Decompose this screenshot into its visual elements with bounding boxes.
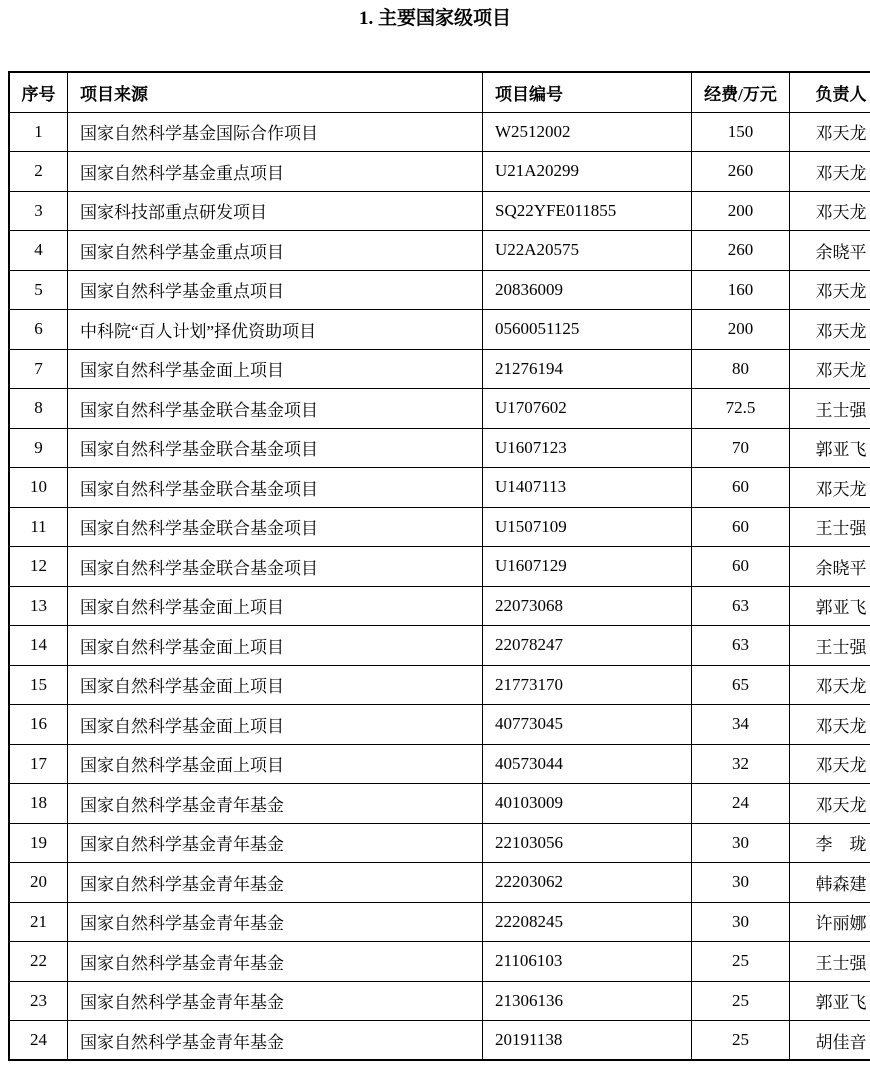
- cell-index: 13: [9, 586, 68, 626]
- cell-code: 22103056: [483, 823, 692, 863]
- cell-source: 国家自然科学基金面上项目: [68, 349, 483, 389]
- cell-source: 国家自然科学基金面上项目: [68, 586, 483, 626]
- table-row: [9, 270, 870, 310]
- cell-source: 国家自然科学基金青年基金: [68, 1021, 483, 1061]
- column-header-code: 项目编号: [483, 72, 692, 112]
- cell-funding: 150: [692, 112, 790, 152]
- cell-index: 2: [9, 152, 68, 192]
- cell-leader: 许丽娜: [790, 902, 870, 942]
- table-row: [9, 191, 870, 231]
- cell-funding: 25: [692, 942, 790, 982]
- cell-index: 23: [9, 981, 68, 1021]
- cell-source: 国家自然科学基金联合基金项目: [68, 428, 483, 468]
- column-header-index: 序号: [9, 72, 68, 112]
- cell-code: 40103009: [483, 784, 692, 824]
- cell-index: 5: [9, 270, 68, 310]
- cell-funding: 60: [692, 547, 790, 587]
- table-row: [9, 902, 870, 942]
- cell-index: 1: [9, 112, 68, 152]
- table-row: [9, 942, 870, 982]
- cell-code: 22073068: [483, 586, 692, 626]
- table-row: [9, 705, 870, 745]
- cell-source: 国家自然科学基金青年基金: [68, 981, 483, 1021]
- cell-leader: 邓天龙: [790, 152, 870, 192]
- cell-leader: 王士强: [790, 942, 870, 982]
- cell-code: 21276194: [483, 349, 692, 389]
- cell-funding: 72.5: [692, 389, 790, 429]
- cell-source: 中科院“百人计划”择优资助项目: [68, 310, 483, 350]
- table-row: [9, 112, 870, 152]
- cell-code: 21306136: [483, 981, 692, 1021]
- table-row: [9, 468, 870, 508]
- cell-funding: 260: [692, 231, 790, 271]
- cell-index: 4: [9, 231, 68, 271]
- table-row: [9, 152, 870, 192]
- cell-funding: 32: [692, 744, 790, 784]
- column-header-leader: 负责人: [790, 72, 870, 112]
- cell-index: 7: [9, 349, 68, 389]
- cell-index: 3: [9, 191, 68, 231]
- cell-funding: 63: [692, 626, 790, 666]
- cell-index: 21: [9, 902, 68, 942]
- cell-code: U1607123: [483, 428, 692, 468]
- cell-code: U1707602: [483, 389, 692, 429]
- cell-index: 24: [9, 1021, 68, 1061]
- table-body: [9, 112, 870, 1060]
- cell-code: 22208245: [483, 902, 692, 942]
- cell-source: 国家自然科学基金青年基金: [68, 863, 483, 903]
- table-row: [9, 389, 870, 429]
- cell-index: 8: [9, 389, 68, 429]
- cell-source: 国家自然科学基金面上项目: [68, 705, 483, 745]
- cell-index: 19: [9, 823, 68, 863]
- cell-funding: 25: [692, 1021, 790, 1061]
- cell-index: 14: [9, 626, 68, 666]
- cell-funding: 260: [692, 152, 790, 192]
- cell-leader: 邓天龙: [790, 112, 870, 152]
- table-row: [9, 310, 870, 350]
- table-row: [9, 823, 870, 863]
- cell-code: 22203062: [483, 863, 692, 903]
- cell-funding: 80: [692, 349, 790, 389]
- table-row: [9, 507, 870, 547]
- cell-leader: 郭亚飞: [790, 586, 870, 626]
- cell-index: 9: [9, 428, 68, 468]
- cell-source: 国家自然科学基金联合基金项目: [68, 468, 483, 508]
- column-header-funding: 经费/万元: [692, 72, 790, 112]
- cell-funding: 25: [692, 981, 790, 1021]
- cell-funding: 70: [692, 428, 790, 468]
- cell-leader: 余晓平: [790, 231, 870, 271]
- cell-index: 12: [9, 547, 68, 587]
- cell-leader: 郭亚飞: [790, 428, 870, 468]
- cell-leader: 邓天龙: [790, 784, 870, 824]
- cell-funding: 24: [692, 784, 790, 824]
- cell-funding: 60: [692, 507, 790, 547]
- cell-source: 国家自然科学基金面上项目: [68, 626, 483, 666]
- cell-code: 40573044: [483, 744, 692, 784]
- cell-funding: 60: [692, 468, 790, 508]
- cell-code: U1407113: [483, 468, 692, 508]
- cell-source: 国家自然科学基金青年基金: [68, 784, 483, 824]
- cell-funding: 160: [692, 270, 790, 310]
- table-row: [9, 349, 870, 389]
- cell-code: 21773170: [483, 665, 692, 705]
- cell-funding: 200: [692, 310, 790, 350]
- table-row: [9, 231, 870, 271]
- cell-leader: 邓天龙: [790, 191, 870, 231]
- cell-source: 国家自然科学基金国际合作项目: [68, 112, 483, 152]
- cell-source: 国家自然科学基金面上项目: [68, 665, 483, 705]
- cell-funding: 200: [692, 191, 790, 231]
- cell-leader: 邓天龙: [790, 468, 870, 508]
- cell-code: SQ22YFE011855: [483, 191, 692, 231]
- projects-table: [8, 71, 870, 1061]
- page-title: 1. 主要国家级项目: [358, 8, 511, 29]
- cell-leader: 郭亚飞: [790, 981, 870, 1021]
- cell-source: 国家自然科学基金青年基金: [68, 902, 483, 942]
- cell-leader: 邓天龙: [790, 270, 870, 310]
- cell-leader: 邓天龙: [790, 705, 870, 745]
- cell-source: 国家自然科学基金青年基金: [68, 942, 483, 982]
- cell-index: 16: [9, 705, 68, 745]
- cell-leader: 胡佳音: [790, 1021, 870, 1061]
- cell-funding: 30: [692, 823, 790, 863]
- cell-code: 0560051125: [483, 310, 692, 350]
- table-row: [9, 784, 870, 824]
- cell-source: 国家自然科学基金联合基金项目: [68, 547, 483, 587]
- header-row: [9, 72, 870, 112]
- cell-leader: 邓天龙: [790, 665, 870, 705]
- cell-funding: 65: [692, 665, 790, 705]
- cell-leader: 王士强: [790, 507, 870, 547]
- table-row: [9, 981, 870, 1021]
- cell-code: 22078247: [483, 626, 692, 666]
- cell-leader: 邓天龙: [790, 744, 870, 784]
- table-row: [9, 586, 870, 626]
- cell-source: 国家自然科学基金重点项目: [68, 231, 483, 271]
- cell-code: 20191138: [483, 1021, 692, 1061]
- cell-code: 21106103: [483, 942, 692, 982]
- cell-index: 6: [9, 310, 68, 350]
- table-row: [9, 665, 870, 705]
- cell-code: 40773045: [483, 705, 692, 745]
- table-row: [9, 744, 870, 784]
- cell-leader: 李 珑: [790, 823, 870, 863]
- cell-leader: 邓天龙: [790, 310, 870, 350]
- cell-leader: 韩森建: [790, 863, 870, 903]
- cell-code: U1507109: [483, 507, 692, 547]
- cell-funding: 34: [692, 705, 790, 745]
- cell-code: W2512002: [483, 112, 692, 152]
- cell-code: U21A20299: [483, 152, 692, 192]
- cell-index: 20: [9, 863, 68, 903]
- cell-leader: 王士强: [790, 389, 870, 429]
- cell-code: U22A20575: [483, 231, 692, 271]
- cell-index: 11: [9, 507, 68, 547]
- cell-index: 17: [9, 744, 68, 784]
- cell-funding: 30: [692, 863, 790, 903]
- table-header: [9, 72, 870, 112]
- cell-leader: 余晓平: [790, 547, 870, 587]
- cell-source: 国家自然科学基金青年基金: [68, 823, 483, 863]
- table-row: [9, 547, 870, 587]
- cell-source: 国家自然科学基金重点项目: [68, 270, 483, 310]
- cell-code: U1607129: [483, 547, 692, 587]
- cell-leader: 王士强: [790, 626, 870, 666]
- table-row: [9, 428, 870, 468]
- cell-index: 10: [9, 468, 68, 508]
- table-row: [9, 1021, 870, 1061]
- cell-leader: 邓天龙: [790, 349, 870, 389]
- cell-code: 20836009: [483, 270, 692, 310]
- cell-source: 国家科技部重点研发项目: [68, 191, 483, 231]
- cell-funding: 30: [692, 902, 790, 942]
- cell-index: 15: [9, 665, 68, 705]
- column-header-source: 项目来源: [68, 72, 483, 112]
- cell-index: 22: [9, 942, 68, 982]
- cell-source: 国家自然科学基金重点项目: [68, 152, 483, 192]
- cell-source: 国家自然科学基金面上项目: [68, 744, 483, 784]
- cell-funding: 63: [692, 586, 790, 626]
- table-row: [9, 863, 870, 903]
- cell-source: 国家自然科学基金联合基金项目: [68, 389, 483, 429]
- cell-source: 国家自然科学基金联合基金项目: [68, 507, 483, 547]
- cell-index: 18: [9, 784, 68, 824]
- table-row: [9, 626, 870, 666]
